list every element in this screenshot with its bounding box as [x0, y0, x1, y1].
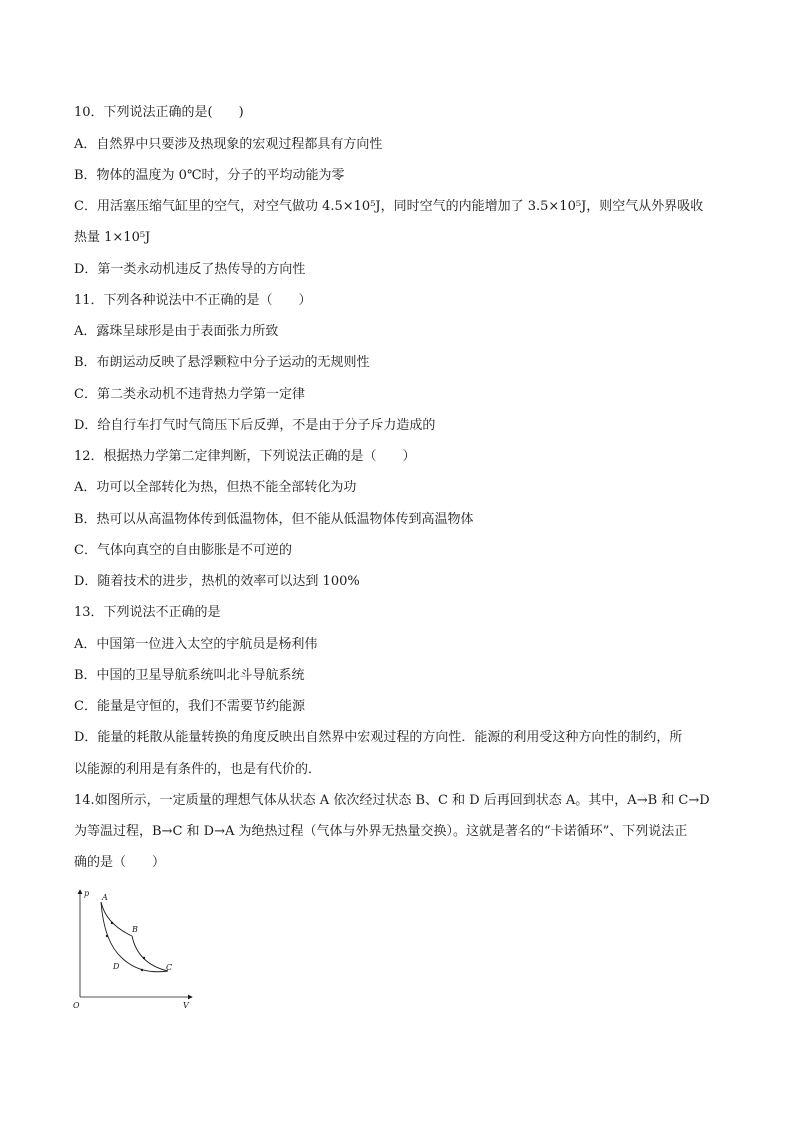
question-10-option-a: A．自然界中只要涉及热现象的宏观过程都具有方向性	[74, 137, 383, 152]
arrow-dot-bc	[143, 957, 145, 959]
question-14-stem-cont-1: 为等温过程，B→C 和 D→A 为绝热过程（气体与外界无热量交换）。这就是著名的“卡诺循环”、下列说法正	[74, 824, 688, 839]
question-12-option-a: A．功可以全部转化为热，但热不能全部转化为功	[74, 480, 357, 495]
question-11-option-b: B．布朗运动反映了悬浮颗粒中分子运动的无规则性	[74, 355, 370, 370]
point-c-label: C	[166, 963, 173, 972]
question-13-option-d-cont: 以能源的利用是有条件的，也是有代价的．	[74, 762, 322, 777]
question-12-option-b: B．热可以从高温物体传到低温物体，但不能从低温物体传到高温物体	[74, 512, 474, 527]
question-14-stem-cont-2: 确的是（ ）	[74, 855, 166, 870]
question-14-stem: 14.如图所示，一定质量的理想气体从状态 A 依次经过状态 B、C 和 D 后再回到状态 A。其中，A→B 和 C→D	[74, 793, 710, 808]
question-10-stem: 10．下列说法正确的是( )	[74, 105, 244, 120]
question-10-option-c-cont: 热量 1×10⁵J	[74, 230, 151, 245]
question-10-option-b: B．物体的温度为 0℃时，分子的平均动能为零	[74, 168, 345, 183]
origin-label: O	[73, 1001, 80, 1010]
question-13-option-c: C．能量是守恒的，我们不需要节约能源	[74, 699, 305, 714]
question-13-option-d: D．能量的耗散从能量转换的角度反映出自然界中宏观过程的方向性．能源的利用受这种方向性的制约，所	[74, 730, 683, 745]
point-a-label: A	[102, 893, 108, 902]
question-11-option-a: A．露珠呈球形是由于表面张力所致	[74, 324, 279, 339]
question-11-option-d: D．给自行车打气时气筒压下后反弹，不是由于分子斥力造成的	[74, 418, 436, 433]
question-12-option-c: C．气体向真空的自由膨胀是不可逆的	[74, 543, 292, 558]
question-11-stem: 11．下列各种说法中不正确的是（ ）	[74, 293, 312, 308]
question-12-stem: 12．根据热力学第二定律判断，下列说法正确的是（ ）	[74, 449, 416, 464]
p-axis-label: p	[84, 889, 90, 898]
question-10-option-d: D．第一类永动机违反了热传导的方向性	[74, 262, 306, 277]
point-d-label: D	[113, 962, 120, 971]
question-11-option-c: C．第二类永动机不违背热力学第一定律	[74, 387, 305, 402]
question-10-option-c: C．用活塞压缩气缸里的空气，对空气做功 4.5×10⁵J，同时空气的内能增加了 3.5×10⁵J，则空气从外界吸收	[74, 199, 704, 214]
arrow-dot-da	[106, 935, 108, 937]
question-13-option-a: A．中国第一位进入太空的宇航员是杨利伟	[74, 637, 318, 652]
point-b-label: B	[132, 925, 138, 934]
question-13-stem: 13．下列说法不正确的是	[74, 605, 221, 620]
curve-b-to-c	[132, 936, 168, 971]
arrow-dot-ab	[111, 922, 113, 924]
v-axis-label: V	[183, 1001, 189, 1010]
question-13-option-b: B．中国的卫星导航系统叫北斗导航系统	[74, 668, 305, 683]
arrow-dot-cd	[141, 969, 143, 971]
carnot-cycle-diagram	[70, 884, 200, 1014]
question-12-option-d: D．随着技术的进步，热机的效率可以达到 100%	[74, 574, 360, 589]
